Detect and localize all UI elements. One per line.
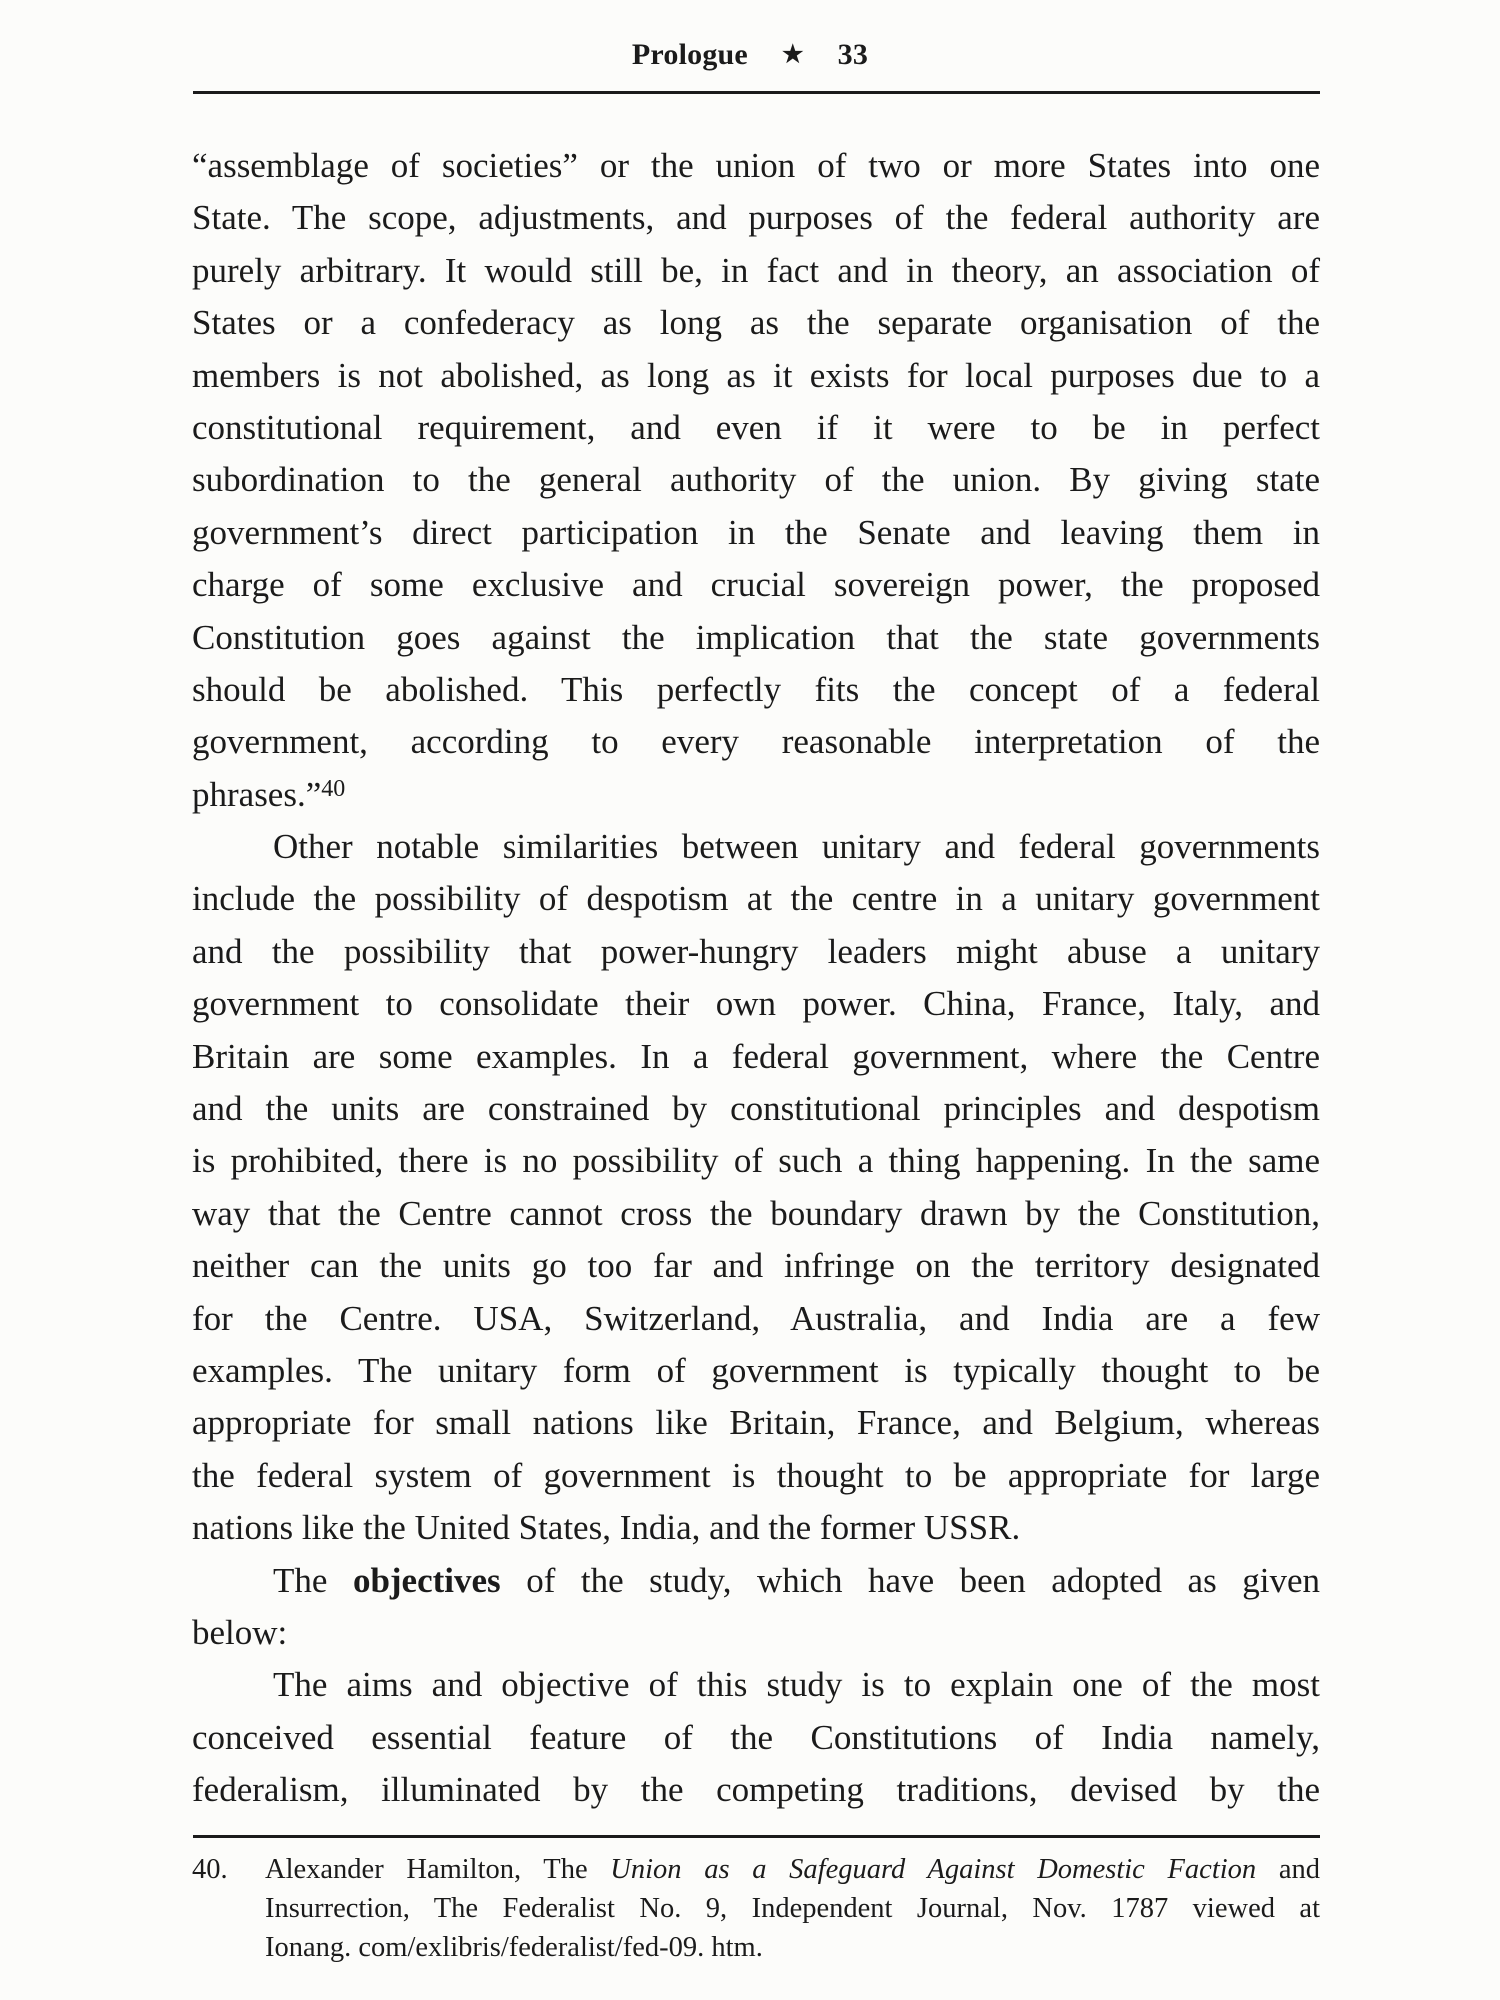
text-line <box>192 769 1320 821</box>
text-line: Ionang. com/exlibris/federalist/fed-09. htm. <box>265 1932 763 1963</box>
text-line: include the possibility of despotism at the centre in a unitary government <box>192 879 1320 919</box>
text-line: government’s direct participation in the Senate and leaving them in <box>192 512 1320 552</box>
text-line: should be abolished. This perfectly fits the concept of a federal <box>192 669 1320 709</box>
running-header <box>0 38 1500 72</box>
text-segment: The <box>273 1560 353 1600</box>
text-line: purely arbitrary. It would still be, in fact and in theory, an association of <box>192 250 1320 290</box>
text-line: is prohibited, there is no possibility of such a thing happening. In the same <box>192 1141 1320 1181</box>
text-line: below: <box>192 1612 288 1652</box>
text-line: State. The scope, adjustments, and purposes of the federal authority are <box>192 198 1320 238</box>
text-line: Insurrection, The Federalist No. 9, Independent Journal, Nov. 1787 viewed at <box>265 1893 1320 1924</box>
text-line: Britain are some examples. In a federal government, where the Centre <box>192 1036 1320 1076</box>
page-number: 33 <box>837 38 869 71</box>
text-segment: of the study, which have been adopted as given <box>500 1560 1320 1600</box>
text-segment: and <box>1256 1854 1320 1885</box>
text-line <box>265 1850 1320 1889</box>
text-line: “assemblage of societies” or the union of two or more States into one <box>192 146 1320 185</box>
text-line: way that the Centre cannot cross the boundary drawn by the Constitution, <box>192 1193 1320 1233</box>
text-line: neither can the units go too far and infringe on the territory designated <box>192 1246 1320 1286</box>
text-line: charge of some exclusive and crucial sovereign power, the proposed <box>192 565 1320 605</box>
text-line: Constitution goes against the implication that the state governments <box>192 617 1320 657</box>
text-line: government to consolidate their own power. China, France, Italy, and <box>192 984 1320 1024</box>
text-line: federalism, illuminated by the competing traditions, devised by the <box>192 1770 1320 1810</box>
text-line: examples. The unitary form of government is typically thought to be <box>192 1350 1320 1390</box>
text-segment: phrases.” <box>192 774 322 814</box>
footnote-rule <box>193 1835 1320 1838</box>
section-title: Prologue <box>631 38 748 71</box>
text-line: nations like the United States, India, and the former USSR. <box>192 1508 1021 1548</box>
text-line: States or a confederacy as long as the separate organisation of the <box>192 303 1320 343</box>
text-line: The aims and objective of this study is to explain one of the most <box>273 1665 1320 1705</box>
text-line: members is not abolished, as long as it exists for local purposes due to a <box>192 355 1320 395</box>
footnote-reference: 40 <box>321 775 346 802</box>
text-line: subordination to the general authority of the union. By giving state <box>192 460 1320 500</box>
body-text <box>192 140 1320 1817</box>
header-rule <box>193 91 1320 94</box>
star-icon: ★ <box>781 42 804 68</box>
text-line: constitutional requirement, and even if it were to be in perfect <box>192 407 1320 447</box>
footnote-text <box>265 1850 1320 1967</box>
text-line: for the Centre. USA, Switzerland, Australia, and India are a few <box>192 1298 1320 1338</box>
text-line: conceived essential feature of the Constitutions of India namely, <box>192 1717 1320 1757</box>
bold-term: objectives <box>352 1560 501 1600</box>
text-line: and the possibility that power-hungry leaders might abuse a unitary <box>192 931 1320 971</box>
text-segment: Alexander Hamilton, The <box>265 1854 611 1885</box>
text-line: appropriate for small nations like Britain, France, and Belgium, whereas <box>192 1403 1320 1443</box>
text-line: government, according to every reasonable interpretation of the <box>192 722 1320 762</box>
text-line: Other notable similarities between unitary and federal governments <box>273 827 1320 867</box>
footnote-number: 40. <box>192 1854 228 1885</box>
text-line: and the units are constrained by constitutional principles and despotism <box>192 1089 1320 1129</box>
text-line: the federal system of government is thought to be appropriate for large <box>192 1455 1320 1495</box>
italic-title: Union as a Safeguard Against Domestic Faction <box>610 1854 1257 1885</box>
text-line <box>192 1555 1320 1607</box>
